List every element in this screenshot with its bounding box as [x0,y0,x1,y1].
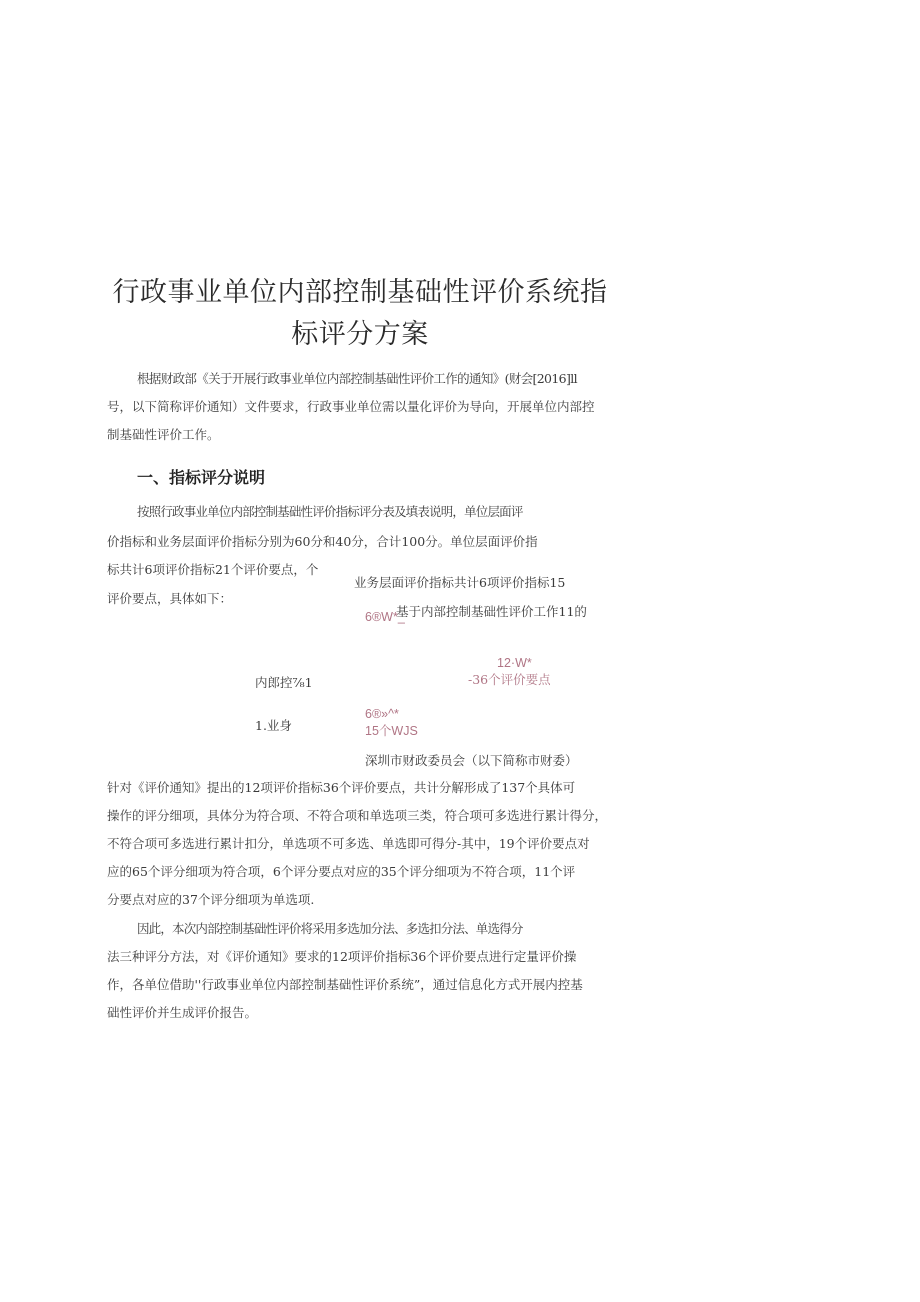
figure-label-1: 6®W*_ [365,610,405,624]
intro-line-3: 制基础性评价工作。 [107,427,220,442]
figure-label-5: 6®»^* [365,707,399,721]
para3-line-2: 操作的评分细项，具体分为符合项、不符合项和单选项三类，符合项可多选进行累计得分， [107,808,608,823]
para2-line-4a: 评价要点，具体如下： [107,591,233,606]
para2-line-3b: 业务层面评价指标共计6项评价指标15 [354,574,566,590]
document-title-line-2: 标评分方案 [291,319,429,350]
para2-line-1: 按照行政事业单位内部控制基础性评价指标评分表及填表说明，单位层面评 [137,504,523,519]
figure-label-6: 1.业身 [255,718,292,733]
para3-line-1: 针对《评价通知》提出的12项评价指标36个评价要点，共计分解形成了137个具体可 [107,780,576,795]
para2-line-4b: 基于内部控制基础性评价工作11的 [396,603,587,619]
para2-line-2: 价指标和业务层面评价指标分别为60分和40分，合计100分。单位层面评价指 [107,534,538,549]
intro-line-1: 根据财政部《关于开展行政事业单位内部控制基础性评价工作的通知》(财会[2016]ll [137,371,577,386]
para4-line-4: 础性评价并生成评价报告。 [107,1005,258,1020]
para3-line-4: 应的65个评分细项为符合项，6个评分要点对应的35个评分细项为不符合项，11个评 [107,864,576,879]
para3-line-5: 分要点对应的37个评分细项为单选项. [107,892,315,907]
para4-line-2: 法三种评分方法，对《评价通知》要求的12项评价指标36个评价要点进行定量评价操 [107,949,577,964]
section-heading: 一、指标评分说明 [137,468,266,487]
para3-line-3: 不符合项可多选进行累计扣分，单选项不可多选、单选即可得分-其中，19个评价要点对 [107,836,590,851]
figure-label-3: 内郎控⅞1 [255,675,313,690]
intro-line-2: 号，以下简称评价通知）文件要求，行政事业单位需以量化评价为导向，开展单位内部控 [107,399,595,414]
para4-line-3: 作，各单位借助''行政事业单位内部控制基础性评价系统”，通过信息化方式开展内控基 [107,977,583,992]
para2-line-3a: 标共计6项评价指标21个评价要点，个 [107,562,319,577]
figure-label-7: 15个WJS [365,724,418,738]
para4-line-1: 因此，本次内部控制基础性评价将采用多选加分法、多选扣分法、单选得分 [137,921,523,936]
figure-label-4: -36个评价要点 [468,672,551,687]
document-title-line-1: 行政事业单位内部控制基础性评价系统指 [112,277,608,308]
figure-label-2: 12·W* [497,656,532,670]
figure-label-8: 深圳市财政委员会（以下简称市财委） [365,753,578,768]
